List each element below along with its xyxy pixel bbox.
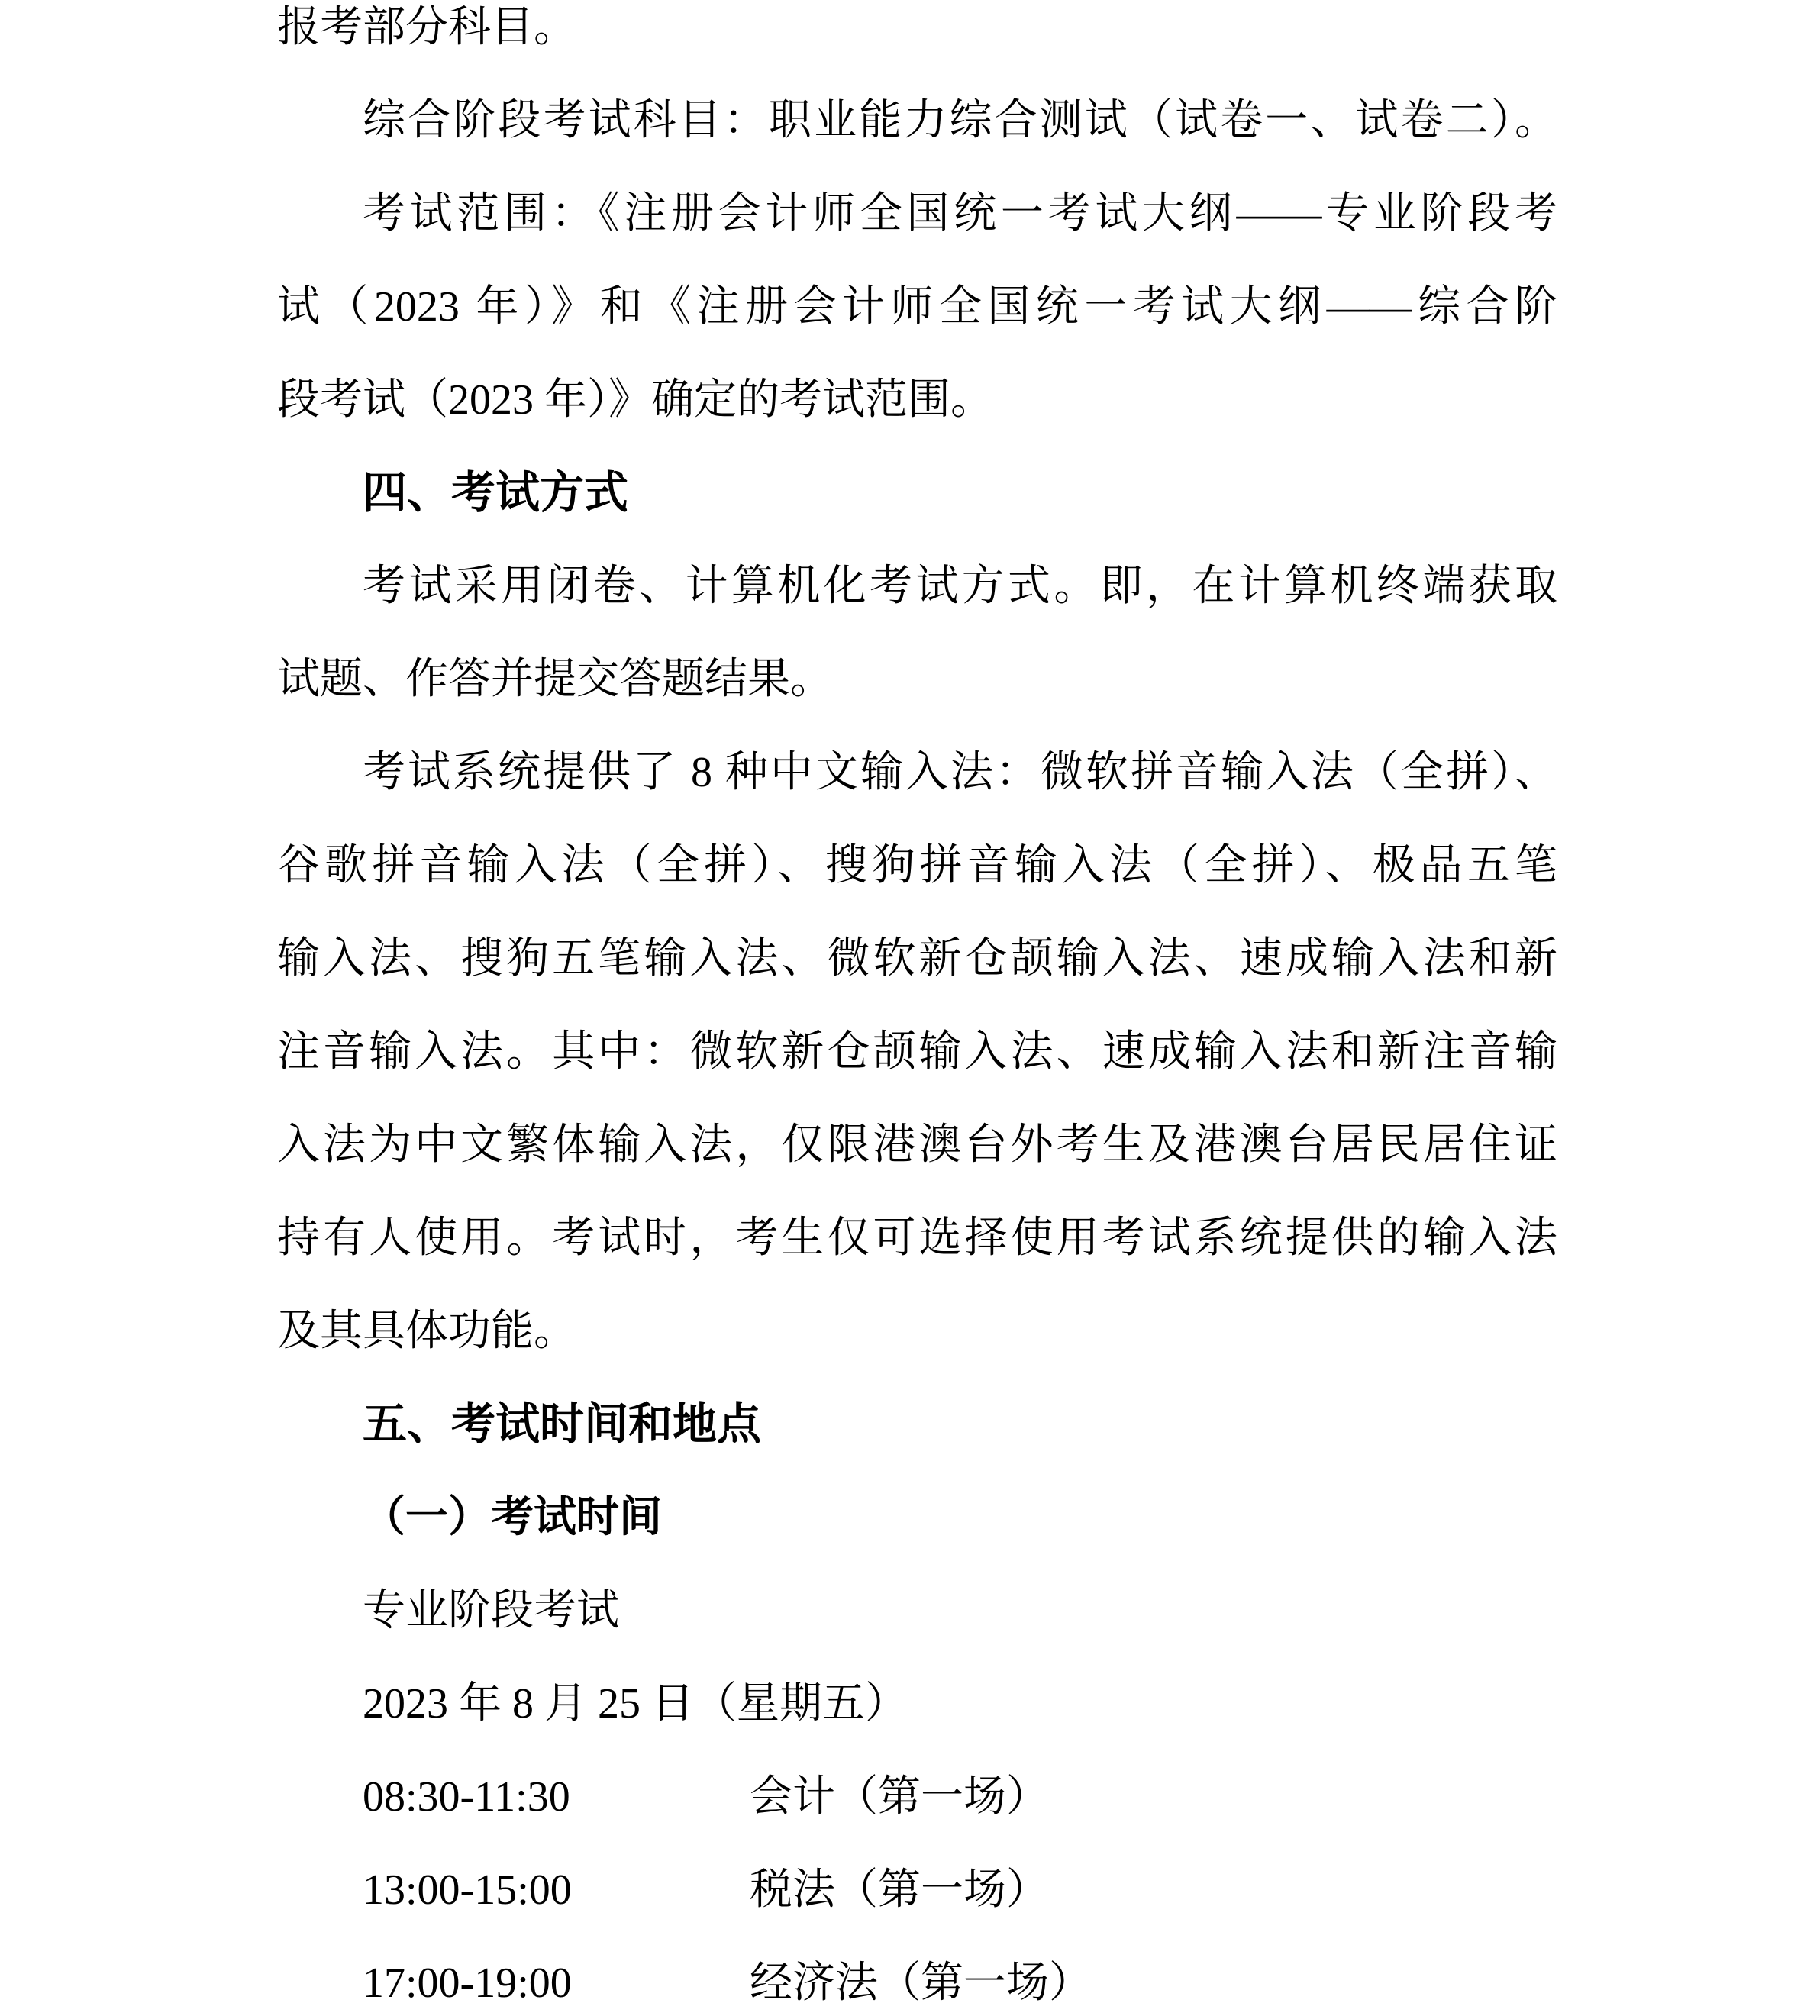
schedule-subject: 会计（第一场） <box>750 1773 1049 1821</box>
sub-section-heading: （一）考试时间 <box>363 1494 662 1541</box>
schedule-subject: 税法（第一场） <box>750 1866 1049 1914</box>
text-line: 输入法、搜狗五笔输入法、微软新仓颉输入法、速成输入法和新 <box>277 935 1557 982</box>
schedule-time: 17:00-19:00 <box>363 1960 572 2007</box>
text-line: 考试采用闭卷、计算机化考试方式。即，在计算机终端获取 <box>363 563 1557 610</box>
text-line: 试题、作答并提交答题结果。 <box>277 656 833 703</box>
document-body <box>277 0 1557 2016</box>
text-line: 入法为中文繁体输入法，仅限港澳台外考生及港澳台居民居住证 <box>277 1121 1557 1169</box>
schedule-row <box>277 1937 1557 2016</box>
text-line: 考试系统提供了 8 种中文输入法：微软拼音输入法（全拼）、 <box>363 749 1557 796</box>
schedule-time: 08:30-11:30 <box>363 1773 570 1821</box>
text-line: 试（2023 年）》和《注册会计师全国统一考试大纲——综合阶 <box>277 283 1557 331</box>
section-heading: 五、考试时间和地点 <box>363 1399 762 1449</box>
text-line: 谷歌拼音输入法（全拼）、搜狗拼音输入法（全拼）、极品五笔 <box>277 842 1557 889</box>
text-line: 考试范围：《注册会计师全国统一考试大纲——专业阶段考 <box>363 190 1557 237</box>
text-line: 专业阶段考试 <box>363 1587 619 1634</box>
schedule-row <box>277 1843 1557 1937</box>
text-line: 报考部分科目。 <box>277 4 576 51</box>
schedule-time: 13:00-15:00 <box>363 1866 572 1914</box>
schedule-row <box>277 1750 1557 1843</box>
text-line: 段考试（2023 年）》确定的考试范围。 <box>277 376 993 424</box>
text-line: 持有人使用。考试时，考生仅可选择使用考试系统提供的输入法 <box>277 1214 1557 1262</box>
text-line: 综合阶段考试科目：职业能力综合测试（试卷一、试卷二）。 <box>363 97 1557 144</box>
text-line: 及其具体功能。 <box>277 1308 576 1355</box>
schedule-subject: 经济法（第一场） <box>750 1960 1092 2007</box>
text-line: 2023 年 8 月 25 日（星期五） <box>363 1680 908 1727</box>
text-line: 注音输入法。其中：微软新仓颉输入法、速成输入法和新注音输 <box>277 1028 1557 1076</box>
section-heading: 四、考试方式 <box>363 468 629 518</box>
